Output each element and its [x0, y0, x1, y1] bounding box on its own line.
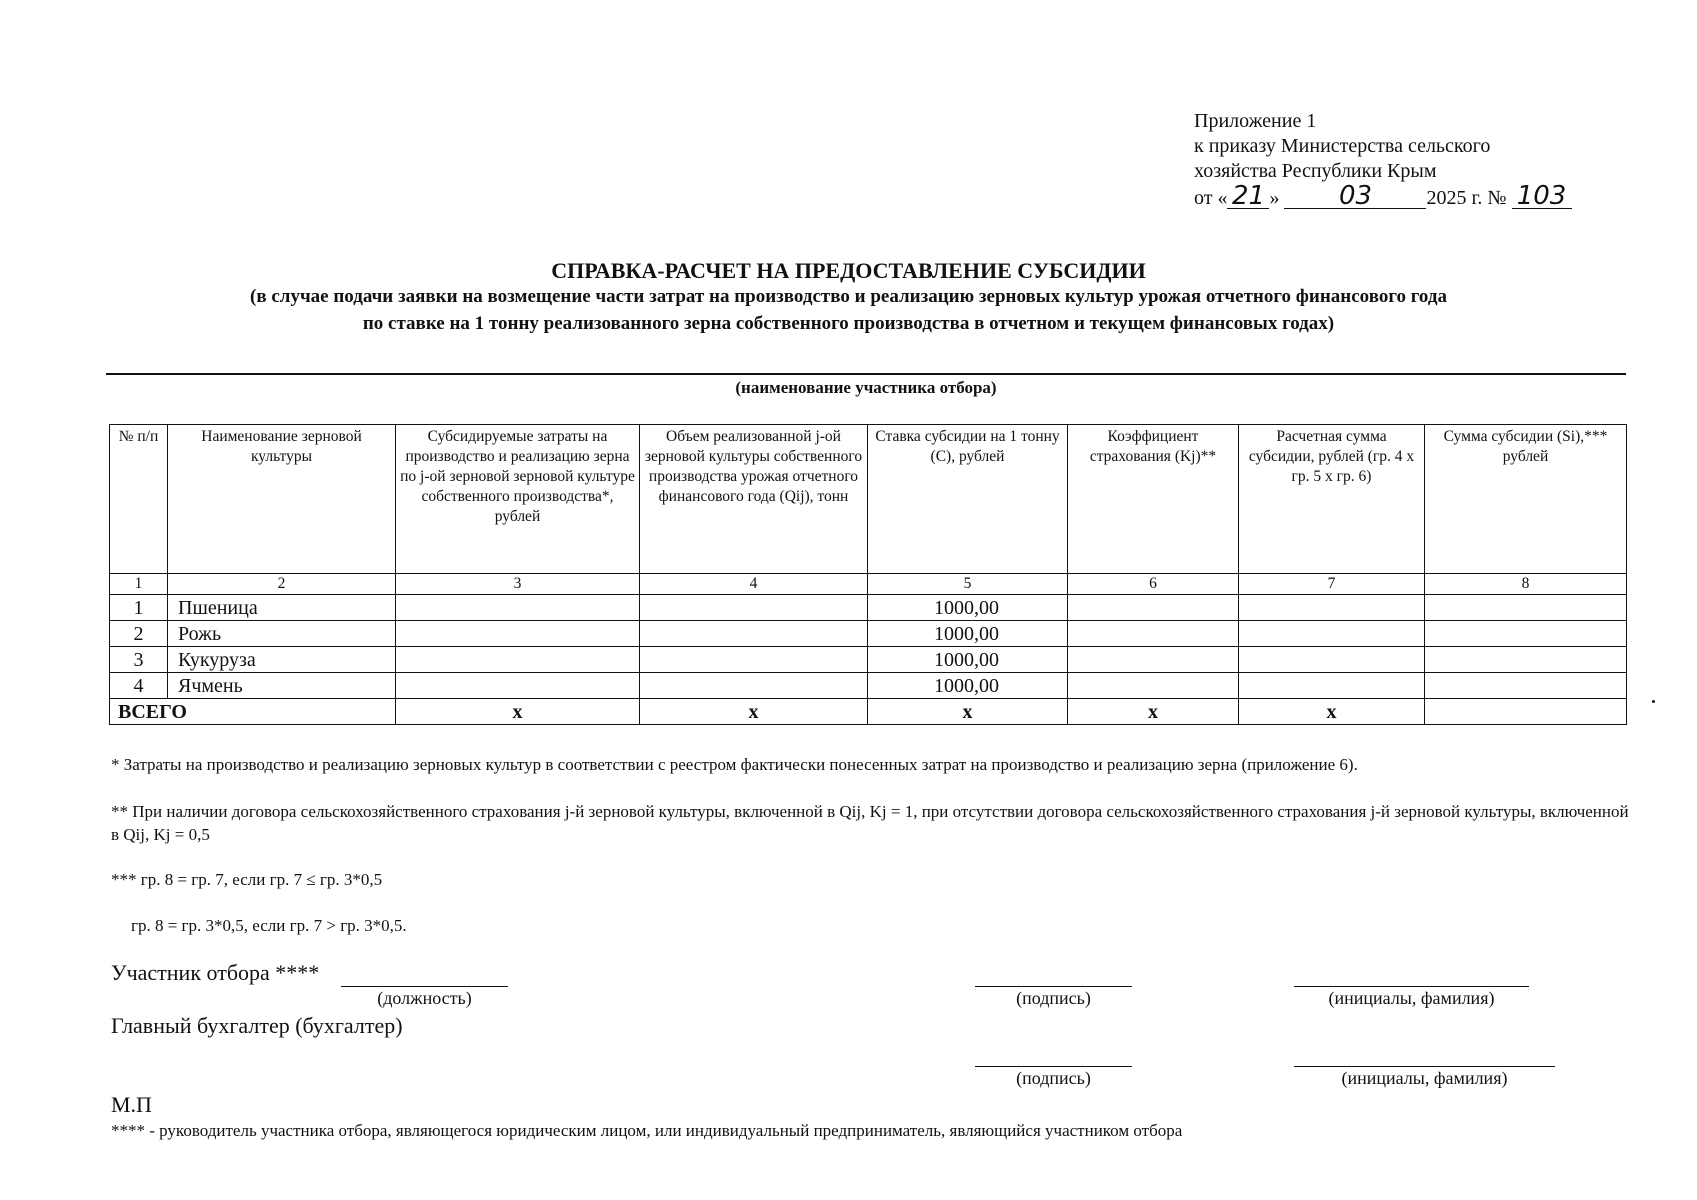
- appendix-line-2: к приказу Министерства сельского: [1194, 135, 1491, 157]
- subsidy-sum-cell[interactable]: [1425, 647, 1627, 673]
- total-x: х: [1239, 699, 1425, 725]
- header-volume: Объем реализованной j-ой зерновой культуры собственного производства урожая отчетного финансового года (Qij), тонн: [640, 425, 868, 574]
- accountant-label: Главный бухгалтер (бухгалтер): [111, 1013, 403, 1038]
- header-subsidy-sum: Сумма субсидии (Si),*** рублей: [1425, 425, 1627, 574]
- coefficient-cell[interactable]: [1068, 673, 1239, 699]
- calc-sum-cell[interactable]: [1239, 647, 1425, 673]
- document-subtitle-1: (в случае подачи заявки на возмещение части затрат на производство и реализацию зерновых культур урожая отчетного финансового года: [250, 286, 1447, 307]
- header-costs: Субсидируемые затраты на производство и реализацию зерна по j-ой зерновой зерновой культуре собственного производства*, рублей: [396, 425, 640, 574]
- document-subtitle-2: по ставке на 1 тонну реализованного зерна собственного производства в отчетном и текущем финансовых годах): [362, 313, 1335, 334]
- rate-cell: 1000,00: [868, 595, 1068, 621]
- signature-line-2: [975, 1066, 1132, 1067]
- col-number: 4: [640, 574, 868, 595]
- volume-cell[interactable]: [640, 621, 868, 647]
- signature-line-1: [975, 986, 1132, 987]
- document-title: СПРАВКА-РАСЧЕТ НА ПРЕДОСТАВЛЕНИЕ СУБСИДИИ: [551, 258, 1146, 283]
- position-line: [341, 986, 508, 987]
- initials-caption-2: (инициалы, фамилия): [1341, 1068, 1508, 1088]
- coefficient-cell[interactable]: [1068, 595, 1239, 621]
- year-text: 2025 г. №: [1426, 187, 1507, 209]
- col-number: 2: [168, 574, 396, 595]
- note-insurance: ** При наличии договора сельскохозяйственного страхования j-й зерновой культуры, включенной в Qij, Kj = 1, при отсутствии договора сельскохозяйственного страхования j-й зерновой культуры, включенной в Qij, Kj = 0,5: [111, 802, 1629, 844]
- signature-caption-1: (подпись): [1016, 988, 1091, 1008]
- coefficient-cell[interactable]: [1068, 621, 1239, 647]
- costs-cell[interactable]: [396, 647, 640, 673]
- col-number: 7: [1239, 574, 1425, 595]
- column-number-row: [110, 574, 1627, 595]
- date-mid: »: [1269, 187, 1280, 209]
- rate-cell: 1000,00: [868, 673, 1068, 699]
- col-number: 6: [1068, 574, 1239, 595]
- initials-line-2: [1294, 1066, 1555, 1067]
- header-calc-sum: Расчетная сумма субсидии, рублей (гр. 4 х гр. 5 х гр. 6): [1239, 425, 1425, 574]
- row-number: 1: [110, 595, 168, 621]
- total-x: х: [1068, 699, 1239, 725]
- total-x: х: [396, 699, 640, 725]
- subsidy-sum-cell[interactable]: [1425, 621, 1627, 647]
- note-costs: * Затраты на производство и реализацию зерновых культур в соответствии с реестром фактически понесенных затрат на производство и реализацию зерна (приложение 6).: [111, 755, 1358, 774]
- header-num: № п/п: [110, 425, 168, 574]
- participant-name-label: (наименование участника отбора): [735, 378, 997, 397]
- total-label: ВСЕГО: [110, 699, 396, 725]
- subsidy-sum-cell[interactable]: [1425, 595, 1627, 621]
- costs-cell[interactable]: [396, 673, 640, 699]
- appendix-block: [1194, 109, 1572, 211]
- subsidy-sum-cell[interactable]: [1425, 673, 1627, 699]
- appendix-date-line: [1194, 181, 1572, 211]
- table-row: [110, 621, 1627, 647]
- handwritten-number: 103: [1512, 184, 1572, 209]
- total-subsidy-sum-cell[interactable]: [1425, 699, 1627, 725]
- scan-speck: [1652, 700, 1655, 703]
- header-rate: Ставка субсидии на 1 тонну (С), рублей: [868, 425, 1068, 574]
- participant-label: Участник отбора ****: [111, 960, 320, 985]
- col-number: 5: [868, 574, 1068, 595]
- rate-cell: 1000,00: [868, 621, 1068, 647]
- header-crop: Наименование зерновой культуры: [168, 425, 396, 574]
- rate-cell: 1000,00: [868, 647, 1068, 673]
- header-coefficient: Коэффициент страхования (Kj)**: [1068, 425, 1239, 574]
- col-number: 8: [1425, 574, 1627, 595]
- calc-sum-cell[interactable]: [1239, 595, 1425, 621]
- row-number: 2: [110, 621, 168, 647]
- table-row: [110, 673, 1627, 699]
- handwritten-day: 21: [1227, 184, 1269, 209]
- participant-name-line: [106, 373, 1626, 375]
- volume-cell[interactable]: [640, 595, 868, 621]
- appendix-line-1: Приложение 1: [1194, 110, 1317, 132]
- position-caption: (должность): [377, 988, 472, 1008]
- calc-sum-cell[interactable]: [1239, 673, 1425, 699]
- subsidy-table: [109, 424, 1627, 725]
- note-formula-1: *** гр. 8 = гр. 7, если гр. 7 ≤ гр. 3*0,5: [111, 870, 383, 889]
- row-number: 3: [110, 647, 168, 673]
- table-row: [110, 647, 1627, 673]
- volume-cell[interactable]: [640, 673, 868, 699]
- handwritten-month: 03: [1284, 184, 1426, 209]
- col-number: 1: [110, 574, 168, 595]
- calc-sum-cell[interactable]: [1239, 621, 1425, 647]
- crop-name: Рожь: [168, 621, 396, 647]
- crop-name: Ячмень: [168, 673, 396, 699]
- footnote: **** - руководитель участника отбора, являющегося юридическим лицом, или индивидуальный предприниматель, являющийся участником отбора: [111, 1121, 1183, 1140]
- crop-name: Кукуруза: [168, 647, 396, 673]
- seal-label: М.П: [111, 1092, 152, 1117]
- appendix-line-3: хозяйства Республики Крым: [1194, 160, 1437, 182]
- note-formula-2: гр. 8 = гр. 3*0,5, если гр. 7 > гр. 3*0,5.: [131, 916, 407, 935]
- costs-cell[interactable]: [396, 621, 640, 647]
- total-x: х: [868, 699, 1068, 725]
- costs-cell[interactable]: [396, 595, 640, 621]
- initials-caption-1: (инициалы, фамилия): [1328, 988, 1495, 1008]
- date-prefix: от «: [1194, 187, 1228, 209]
- initials-line-1: [1294, 986, 1529, 987]
- table-header-row: [110, 425, 1627, 574]
- coefficient-cell[interactable]: [1068, 647, 1239, 673]
- total-x: х: [640, 699, 868, 725]
- table-row: [110, 595, 1627, 621]
- volume-cell[interactable]: [640, 647, 868, 673]
- row-number: 4: [110, 673, 168, 699]
- col-number: 3: [396, 574, 640, 595]
- crop-name: Пшеница: [168, 595, 396, 621]
- total-row: [110, 699, 1627, 725]
- signature-caption-2: (подпись): [1016, 1068, 1091, 1088]
